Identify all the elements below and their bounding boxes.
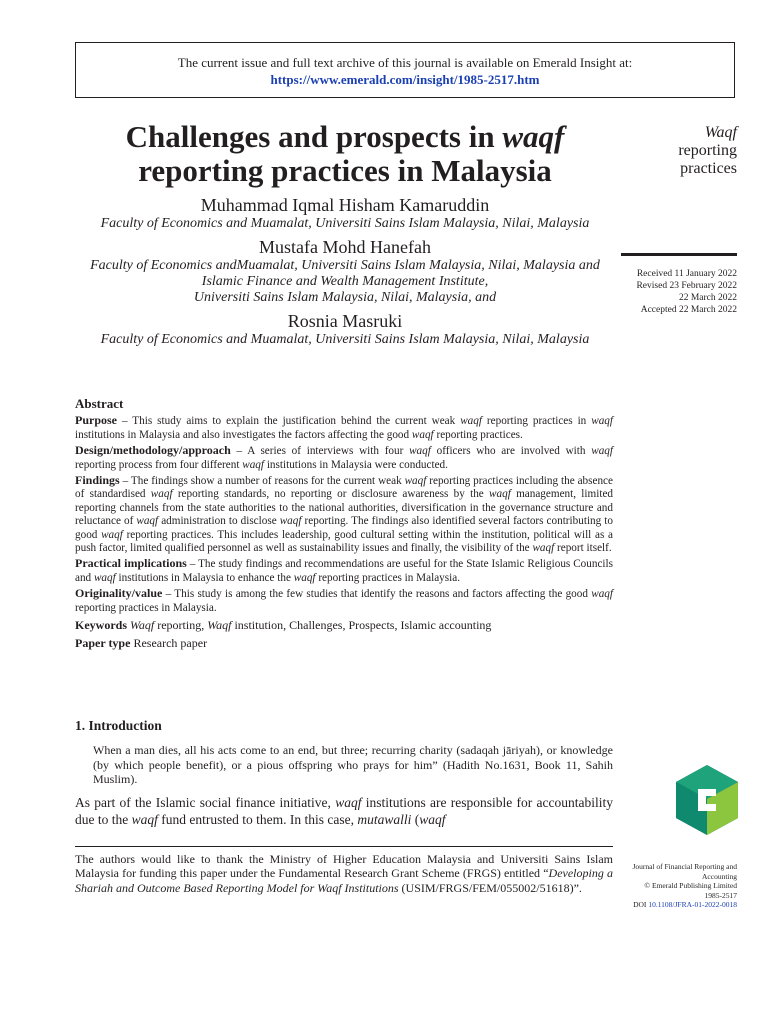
journal-info xyxy=(613,862,737,910)
author-affiliation-3: Faculty of Economics and Muamalat, Universiti Sains Islam Malaysia, Nilai, Malaysia xyxy=(100,332,590,347)
doi-line xyxy=(613,900,737,910)
title-part1: Challenges and prospects in xyxy=(125,119,503,154)
issn: 1985-2517 xyxy=(704,890,737,900)
title-italic-waqf: waqf xyxy=(502,119,565,154)
paper-type-label: Paper type xyxy=(75,636,131,651)
hadith-quote: When a man dies, all his acts come to an end, but three; recurring charity (sadaqah jāriyah), or knowledge (by which people benefit), or a pious offspring who prays for him” (Hadith No.1631, Book 11, Sahih Muslim). xyxy=(93,743,613,786)
availability-notice xyxy=(75,42,735,98)
journal-name: Journal of Financial Reporting and Accounting xyxy=(632,862,737,881)
date-revised-1: Revised 23 February 2022 xyxy=(636,281,737,291)
running-title-line1: Waqf xyxy=(704,124,737,141)
abstract-section xyxy=(75,397,613,653)
notice-text: The current issue and full text archive of this journal is available on Emerald Insight at: xyxy=(177,55,633,70)
date-received: Received 11 January 2022 xyxy=(636,269,737,279)
originality-text: – This study is among the few studies that identify the reasons and factors affecting the good waqf reporting practices in Malaysia. xyxy=(75,588,613,614)
practical-label: Practical implications xyxy=(75,556,187,571)
introduction-paragraph: As part of the Islamic social finance initiative, waqf institutions are responsible for accountability due to the waqf fund entrusted to them. In this case, mutawalli (waqf xyxy=(75,795,613,827)
date-accepted: Accepted 22 March 2022 xyxy=(640,305,737,315)
author-affiliation-2a: Faculty of Economics andMuamalat, Universiti Sains Islam Malaysia, Nilai, Malaysia and xyxy=(90,258,600,273)
findings-text: – The findings show a number of reasons for the current weak waqf reporting practices including the absence of standardised waqf reporting standards, no reporting or disclosure awareness by the waqf management, limited reporting channels from the state authorities to the national authorities, diversification in the governance structure and reluctance of waqf administration to disclose waqf reporting. The findings also identified several factors contributing to good waqf reporting practices. This includes leadership, good cultural setting within the institution, political will as a push factor, limited qualified personnel as well as sustainability issues and finally, the visibility of the waqf report itself. xyxy=(75,475,614,555)
date-revised-2: 22 March 2022 xyxy=(678,293,737,303)
findings-label: Findings xyxy=(75,473,120,488)
author-name-3: Rosnia Masruki xyxy=(287,311,403,331)
abstract-design xyxy=(75,444,613,472)
abstract-heading: Abstract xyxy=(75,396,124,411)
keywords-label: Keywords xyxy=(75,618,127,633)
author-block xyxy=(70,194,620,348)
sidebar-divider xyxy=(621,253,737,256)
design-text: – A series of interviews with four waqf officers who are involved with waqf reporting process from four different waqf institutions in Malaysia were conducted. xyxy=(75,445,613,471)
author-name-2: Mustafa Mohd Hanefah xyxy=(259,237,431,257)
author-name-1: Muhammad Iqmal Hisham Kamaruddin xyxy=(200,195,490,215)
paper-type-text: Research paper xyxy=(130,636,208,651)
title-part3: reporting practices in Malaysia xyxy=(138,153,552,188)
abstract-originality xyxy=(75,587,613,615)
design-label: Design/methodology/approach xyxy=(75,443,231,458)
author-affiliation-2b: Islamic Finance and Wealth Management Institute, xyxy=(201,274,489,289)
doi-link[interactable]: 10.1108/JFRA-01-2022-0018 xyxy=(648,900,737,909)
practical-text: – The study findings and recommendations are useful for the State Islamic Religious Councils and waqf institutions in Malaysia to enhance the waqf reporting practices in Malaysia. xyxy=(75,558,613,584)
history-dates xyxy=(620,268,737,316)
abstract-purpose xyxy=(75,414,613,442)
doi-label: DOI xyxy=(633,900,649,909)
paper-type-line xyxy=(75,635,613,651)
publisher: © Emerald Publishing Limited xyxy=(644,881,737,890)
introduction-heading: 1. Introduction xyxy=(75,718,162,733)
footnote-divider xyxy=(75,846,613,847)
journal-url-link[interactable]: https://www.emerald.com/insight/1985-2517.htm xyxy=(270,72,540,87)
abstract-findings xyxy=(75,474,613,555)
acknowledgement-footnote: The authors would like to thank the Ministry of Higher Education Malaysia and Universiti Sains Islam Malaysia for funding this paper under the Fundamental Research Grant Scheme (FRGS) entitled “Developing a Shariah and Outcome Based Reporting Model for Waqf Institutions (USIM/FRGS/FEM/055002/51618)”. xyxy=(75,852,613,895)
running-title-line3: practices xyxy=(680,160,737,177)
purpose-label: Purpose xyxy=(75,413,117,428)
originality-label: Originality/value xyxy=(75,586,163,601)
running-title-line2: reporting xyxy=(678,142,737,159)
author-affiliation-1: Faculty of Economics and Muamalat, Universiti Sains Islam Malaysia, Nilai, Malaysia xyxy=(100,216,590,231)
keywords-text: Waqf reporting, Waqf institution, Challenges, Prospects, Islamic accounting xyxy=(130,618,492,633)
author-affiliation-2c: Universiti Sains Islam Malaysia, Nilai, Malaysia, and xyxy=(193,290,497,305)
article-title xyxy=(75,120,615,188)
crossmark-logo-icon[interactable] xyxy=(676,765,738,835)
abstract-practical xyxy=(75,557,613,585)
purpose-text: – This study aims to explain the justification behind the current weak waqf reporting practices in waqf institutions in Malaysia and also investigates the factors affecting the good waqf reporting practices. xyxy=(75,415,613,441)
keywords-line xyxy=(75,617,613,633)
running-title xyxy=(625,124,737,178)
